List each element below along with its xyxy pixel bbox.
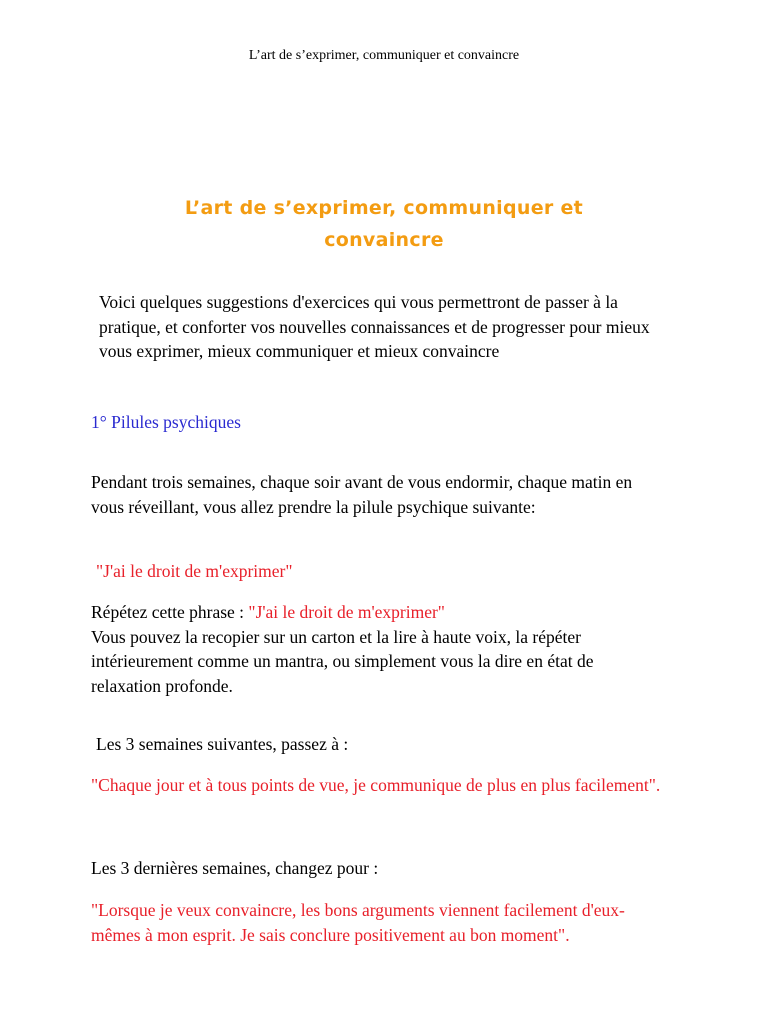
intro-paragraph: Voici quelques suggestions d'exercices qui vous permettront de passer à la pratique, et conforter vos nouvelles connaissances et de progresser pour mieux vous exprimer, mieux communiquer et mieux convaincre — [99, 292, 650, 361]
last-weeks-text: Les 3 dernières semaines, changez pour : — [91, 858, 379, 878]
document-title-line-1: L’art de s’exprimer, communiquer et — [184, 197, 584, 219]
document-title-line-2: convaincre — [324, 229, 444, 251]
document-title — [120, 192, 648, 256]
repeat-block — [91, 600, 666, 698]
next-weeks-text: Les 3 semaines suivantes, passez à : — [96, 734, 349, 754]
quote-communique: "Chaque jour et à tous points de vue, je communique de plus en plus facilement". — [91, 775, 661, 795]
running-header: L’art de s’exprimer, communiquer et convaincre — [248, 48, 520, 63]
quote-droit-exprimer: "J'ai le droit de m'exprimer" — [96, 561, 293, 581]
pilule-instructions-paragraph: Pendant trois semaines, chaque soir avant de vous endormir, chaque matin en vous réveillant, vous allez prendre la pilule psychique suivante: — [91, 472, 633, 517]
quote-convaincre: "Lorsque je veux convaincre, les bons arguments viennent facilement d'eux-mêmes à mon esprit. Je sais conclure positivement au bon moment". — [91, 900, 625, 945]
repeat-prefix: Répétez cette phrase : — [91, 602, 249, 622]
repeat-quote: "J'ai le droit de m'exprimer" — [248, 602, 445, 622]
recopier-paragraph: Vous pouvez la recopier sur un carton et la lire à haute voix, la répéter intérieurement comme un mantra, ou simplement vous la dire en état de relaxation profonde. — [91, 626, 594, 696]
section-heading-pilules: 1° Pilules psychiques — [91, 412, 241, 432]
